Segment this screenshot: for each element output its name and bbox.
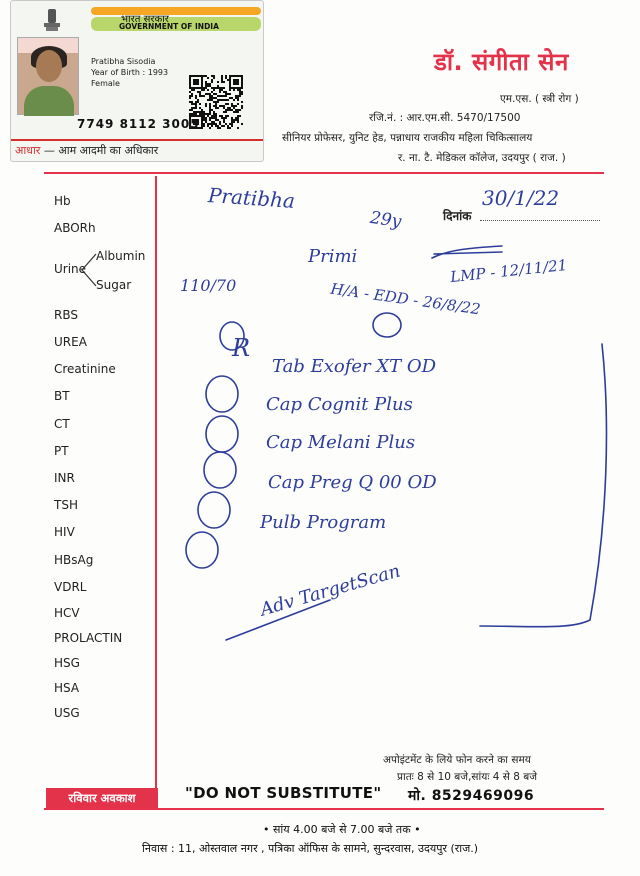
aadhaar-number: 7749 8112 3005	[77, 117, 200, 131]
test-sugar: Sugar	[96, 278, 132, 292]
test-hb: Hb	[54, 194, 71, 208]
test-bt: BT	[54, 389, 70, 403]
footer-divider	[44, 808, 604, 810]
card-name: Pratibha Sisodia	[91, 57, 156, 66]
test-vdrl: VDRL	[54, 580, 87, 594]
card-band-orange	[91, 7, 261, 15]
doctor-qualification: एम.एस. ( स्त्री रोग )	[500, 93, 579, 105]
doctor-college: र. ना. टै. मेडिकल कॉलेज, उदयपुर ( राज. )	[398, 152, 566, 164]
hw-age: 29y	[368, 207, 403, 233]
card-gov-hindi: भारत सरकार	[121, 14, 169, 25]
sunday-holiday-badge: रविवार अवकाश	[46, 788, 158, 808]
card-photo	[17, 37, 79, 115]
appointment-times: प्रातः 8 से 10 बजे,सांयः 4 से 8 बजे	[397, 771, 538, 783]
doctor-registration: रजि.नं. : आर.एम.सी. 5470/17500	[369, 112, 521, 124]
test-prolactin: PROLACTIN	[54, 631, 123, 645]
card-footer	[15, 143, 158, 158]
card-red-line	[11, 139, 263, 141]
evening-hours: • सांय 4.00 बजे से 7.00 बजे तक •	[263, 823, 421, 836]
hw-review: Adv TargetScan	[257, 560, 403, 621]
test-urea: UREA	[54, 335, 87, 349]
doctor-position: सीनियर प्रोफेसर, युनिट हेड, पन्नाधाय राजकीय महिला चिकित्सालय	[282, 132, 533, 144]
do-not-substitute: "DO NOT SUBSTITUTE"	[185, 784, 382, 802]
test-hsa: HSA	[54, 681, 80, 695]
card-footer-prefix: आधार	[15, 144, 41, 157]
hw-medication-2: Cap Cognit Plus	[266, 394, 413, 415]
card-yob: Year of Birth : 1993	[91, 68, 169, 77]
date-line	[480, 220, 600, 221]
hw-patient-name: Pratibha	[207, 182, 296, 214]
hw-rx: R	[232, 334, 251, 362]
doctor-name: डॉ. संगीता सेन	[434, 48, 569, 76]
hw-edd: H/A - EDD - 26/8/22	[329, 279, 482, 319]
test-pt: PT	[54, 444, 69, 458]
hw-strikeout	[428, 236, 508, 266]
date-label: दिनांक	[443, 209, 472, 223]
test-ct: CT	[54, 417, 70, 431]
test-hcv: HCV	[54, 606, 80, 620]
card-gov-english: GOVERNMENT OF INDIA	[119, 22, 219, 31]
test-hsg: HSG	[54, 656, 80, 670]
header-divider	[44, 172, 604, 174]
hw-lmp: LMP - 12/11/21	[449, 255, 569, 287]
test-albumin: Albumin	[96, 249, 146, 263]
test-tsh: TSH	[54, 498, 78, 512]
residence-address: निवास : 11, ओस्तवाल नगर , पत्रिका ऑफिस के सामने, सुन्दरवास, उदयपुर (राज.)	[142, 842, 479, 855]
card-footer-text: — आम आदमी का अधिकार	[40, 144, 159, 157]
hw-medication-4: Cap Preg Q 00 OD	[268, 472, 437, 493]
hw-primi: Primi	[308, 246, 358, 267]
test-inr: INR	[54, 471, 75, 485]
test-urine: Urine	[54, 262, 87, 276]
hw-bp: 110/70	[180, 276, 237, 295]
test-aborh: ABORh	[54, 221, 96, 235]
aadhaar-card	[10, 0, 264, 162]
test-rbs: RBS	[54, 308, 78, 322]
test-hbsag: HBsAg	[54, 553, 94, 567]
test-creatinine: Creatinine	[54, 362, 116, 376]
sidebar-divider	[155, 176, 157, 806]
national-emblem-icon	[41, 7, 63, 33]
hw-medication-3: Cap Melani Plus	[266, 432, 416, 453]
hw-medication-5: Pulb Program	[260, 512, 387, 533]
card-gender: Female	[91, 79, 120, 88]
test-hiv: HIV	[54, 525, 75, 539]
hw-date: 30/1/22	[482, 186, 560, 210]
mobile-number: मो. 8529469096	[408, 788, 535, 804]
test-usg: USG	[54, 706, 80, 720]
hw-medication-1: Tab Exofer XT OD	[272, 356, 437, 377]
appointment-title: अपोइंटमेंट के लिये फोन करने का समय	[383, 754, 531, 766]
